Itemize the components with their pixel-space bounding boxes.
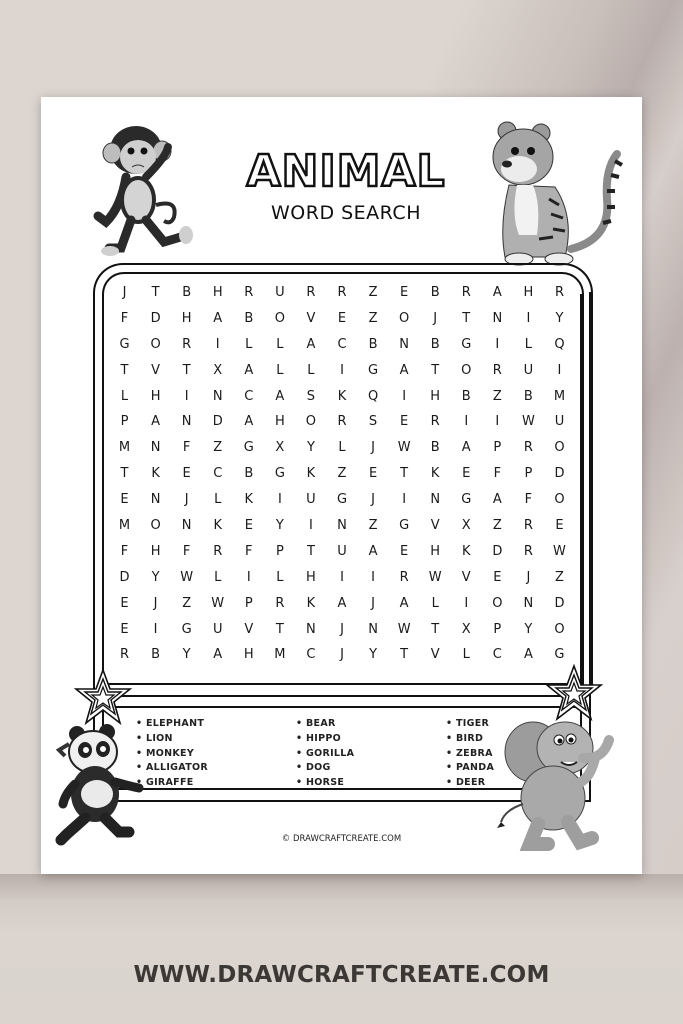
grid-letter[interactable]: G bbox=[399, 518, 410, 534]
word-list-column-2 bbox=[296, 717, 446, 791]
word-item: • BEAR bbox=[296, 717, 446, 732]
grid-letter[interactable]: A bbox=[399, 595, 409, 611]
grid-letter[interactable]: T bbox=[120, 362, 129, 378]
grid-letter[interactable]: I bbox=[340, 569, 344, 585]
grid-letter[interactable]: T bbox=[431, 362, 440, 378]
grid-letter[interactable]: U bbox=[275, 285, 285, 300]
grid-letter[interactable]: D bbox=[212, 414, 223, 430]
grid-letter[interactable]: P bbox=[275, 543, 284, 559]
word-item: • GORILLA bbox=[296, 747, 446, 762]
grid-bottom-line bbox=[102, 683, 582, 685]
grid-letter[interactable]: L bbox=[214, 492, 222, 508]
word-item: • GIRAFFE bbox=[136, 776, 296, 791]
grid-letter[interactable]: V bbox=[461, 569, 471, 585]
grid-letter[interactable]: N bbox=[492, 310, 503, 326]
grid-letter[interactable]: B bbox=[151, 647, 161, 663]
grid-letter[interactable]: L bbox=[276, 336, 284, 352]
grid-letter[interactable]: X bbox=[461, 518, 471, 534]
word-item: • HORSE bbox=[296, 776, 446, 791]
grid-letter[interactable]: I bbox=[495, 336, 500, 352]
grid-letter[interactable]: Z bbox=[213, 440, 223, 456]
grid-letter[interactable]: R bbox=[213, 543, 223, 559]
grid-letter[interactable]: T bbox=[275, 621, 284, 637]
grid-letter[interactable]: K bbox=[306, 595, 316, 611]
grid-letter[interactable]: E bbox=[462, 466, 471, 482]
grid-letter[interactable]: G bbox=[368, 362, 379, 378]
grid-letter[interactable]: E bbox=[400, 543, 409, 559]
grid-letter[interactable]: B bbox=[368, 336, 378, 352]
grid-letter[interactable]: G bbox=[243, 440, 254, 456]
grid-letter[interactable]: L bbox=[524, 336, 533, 352]
grid-letter[interactable]: J bbox=[371, 595, 375, 611]
word-item: • ELEPHANT bbox=[136, 717, 296, 732]
letter-grid bbox=[109, 280, 575, 668]
grid-letter[interactable]: O bbox=[399, 310, 410, 326]
grid-letter[interactable]: Z bbox=[368, 518, 378, 534]
grid-letter[interactable]: W bbox=[428, 569, 442, 585]
grid-letter[interactable]: A bbox=[337, 595, 347, 611]
copyright-text: © DRAWCRAFTCREATE.COM bbox=[281, 834, 402, 844]
grid-letter[interactable]: H bbox=[523, 285, 534, 300]
grid-letter[interactable]: N bbox=[150, 492, 161, 508]
grid-letter[interactable]: I bbox=[309, 518, 313, 534]
grid-letter[interactable]: O bbox=[492, 595, 503, 611]
grid-letter[interactable]: H bbox=[306, 569, 316, 585]
grid-letter[interactable]: M bbox=[274, 647, 286, 663]
grid-letter[interactable]: G bbox=[461, 492, 472, 508]
grid-letter[interactable]: U bbox=[306, 492, 316, 508]
grid-letter[interactable]: B bbox=[523, 388, 533, 404]
elephant-illustration-icon bbox=[493, 712, 633, 852]
grid-letter[interactable]: R bbox=[120, 647, 130, 663]
grid-letter[interactable]: X bbox=[461, 621, 471, 637]
grid-letter[interactable]: N bbox=[181, 414, 192, 430]
grid-letter[interactable]: K bbox=[430, 466, 440, 482]
grid-letter[interactable]: T bbox=[462, 310, 471, 326]
grid-letter[interactable]: H bbox=[243, 647, 254, 663]
grid-letter[interactable]: B bbox=[430, 440, 440, 456]
word-item: • HIPPO bbox=[296, 732, 446, 747]
grid-letter[interactable]: E bbox=[244, 518, 253, 534]
grid-letter[interactable]: L bbox=[214, 569, 222, 585]
grid-letter[interactable]: F bbox=[120, 310, 129, 326]
grid-letter[interactable]: P bbox=[524, 466, 533, 482]
grid-letter[interactable]: J bbox=[122, 285, 127, 300]
grid-letter[interactable]: F bbox=[182, 440, 191, 456]
grid-letter[interactable]: A bbox=[306, 336, 316, 352]
grid-letter[interactable]: F bbox=[524, 492, 533, 508]
grid-letter[interactable]: A bbox=[399, 362, 409, 378]
grid-letter[interactable]: Z bbox=[555, 569, 564, 585]
grid-letter[interactable]: I bbox=[184, 388, 189, 404]
grid-letter[interactable]: O bbox=[461, 362, 472, 378]
grid-letter[interactable]: S bbox=[306, 388, 316, 404]
grid-letter[interactable]: I bbox=[246, 569, 251, 585]
grid-letter[interactable]: V bbox=[430, 647, 440, 663]
word-item: • DOG bbox=[296, 761, 446, 776]
grid-letter[interactable]: R bbox=[523, 518, 533, 534]
grid-letter[interactable]: G bbox=[336, 492, 348, 508]
grid-letter[interactable]: C bbox=[213, 466, 223, 482]
background-floor bbox=[0, 874, 683, 1024]
grid-letter[interactable]: R bbox=[523, 543, 533, 559]
grid-letter[interactable]: A bbox=[213, 310, 223, 326]
grid-letter[interactable]: A bbox=[213, 647, 223, 663]
grid-letter[interactable]: I bbox=[402, 492, 407, 508]
word-item: • DEER bbox=[446, 776, 566, 791]
grid-letter[interactable]: H bbox=[150, 388, 161, 404]
grid-letter[interactable]: R bbox=[399, 569, 409, 585]
grid-letter[interactable]: U bbox=[212, 621, 223, 637]
grid-letter[interactable]: J bbox=[340, 621, 344, 637]
site-url-banner: WWW.DRAWCRAFTCREATE.COM bbox=[133, 962, 550, 988]
word-item: • BIRD bbox=[446, 732, 566, 747]
grid-letter[interactable]: T bbox=[120, 466, 129, 482]
grid-letter[interactable]: L bbox=[276, 362, 284, 378]
grid-letter[interactable]: E bbox=[555, 518, 564, 534]
grid-letter[interactable]: E bbox=[120, 595, 129, 611]
grid-letter[interactable]: Z bbox=[182, 595, 192, 611]
star-left-icon bbox=[73, 667, 133, 727]
grid-letter[interactable]: I bbox=[495, 414, 500, 430]
grid-letter[interactable]: I bbox=[153, 621, 158, 637]
grid-letter[interactable]: T bbox=[182, 362, 191, 378]
grid-letter[interactable]: B bbox=[461, 388, 471, 404]
grid-letter[interactable]: Y bbox=[369, 647, 378, 663]
grid-letter[interactable]: U bbox=[554, 414, 565, 430]
list-top-line-1 bbox=[102, 695, 582, 697]
grid-letter[interactable]: G bbox=[554, 647, 565, 663]
grid-letter[interactable]: W bbox=[397, 621, 411, 637]
grid-letter[interactable]: E bbox=[400, 414, 409, 430]
grid-letter[interactable]: W bbox=[521, 414, 535, 430]
grid-letter[interactable]: E bbox=[120, 621, 129, 637]
grid-letter[interactable]: E bbox=[182, 466, 191, 482]
grid-letter[interactable]: I bbox=[557, 362, 562, 378]
grid-letter[interactable]: I bbox=[402, 388, 407, 404]
grid-letter[interactable]: F bbox=[182, 543, 191, 559]
grid-letter[interactable]: O bbox=[150, 518, 161, 534]
grid-letter[interactable]: C bbox=[306, 647, 316, 663]
grid-letter[interactable]: Z bbox=[492, 518, 502, 534]
grid-letter[interactable]: J bbox=[526, 569, 531, 585]
grid-letter[interactable]: L bbox=[307, 362, 315, 378]
grid-letter[interactable]: H bbox=[274, 414, 285, 430]
grid-letter[interactable]: H bbox=[181, 310, 192, 326]
grid-letter[interactable]: R bbox=[275, 595, 285, 611]
grid-letter[interactable]: Q bbox=[554, 336, 565, 352]
grid-letter[interactable]: J bbox=[184, 492, 189, 508]
grid-letter[interactable]: P bbox=[493, 621, 502, 637]
word-item: • ZEBRA bbox=[446, 747, 566, 762]
grid-letter[interactable]: I bbox=[464, 414, 469, 430]
grid-letter[interactable]: E bbox=[493, 569, 502, 585]
grid-letter[interactable]: Y bbox=[524, 621, 533, 637]
grid-letter[interactable]: T bbox=[151, 285, 160, 300]
grid-letter[interactable]: H bbox=[150, 543, 161, 559]
grid-letter[interactable]: N bbox=[337, 518, 347, 534]
grid-letter[interactable]: R bbox=[337, 285, 347, 300]
tiger-illustration-icon bbox=[479, 119, 629, 269]
word-item: • MONKEY bbox=[136, 747, 296, 762]
grid-letter[interactable]: R bbox=[461, 285, 471, 300]
grid-letter[interactable]: T bbox=[431, 621, 440, 637]
grid-letter[interactable]: R bbox=[337, 414, 347, 430]
grid-letter[interactable]: V bbox=[244, 621, 254, 637]
grid-letter[interactable]: D bbox=[119, 569, 130, 585]
grid-letter[interactable]: H bbox=[212, 285, 223, 300]
panda-illustration-icon bbox=[55, 722, 145, 847]
grid-letter[interactable]: A bbox=[492, 285, 502, 300]
grid-letter[interactable]: A bbox=[523, 647, 533, 663]
grid-letter[interactable]: B bbox=[244, 466, 254, 482]
grid-letter[interactable]: K bbox=[244, 492, 254, 508]
grid-letter[interactable]: C bbox=[337, 336, 347, 352]
grid-letter[interactable]: P bbox=[244, 595, 253, 611]
grid-letter[interactable]: L bbox=[431, 595, 439, 611]
grid-letter[interactable]: A bbox=[244, 414, 254, 430]
worksheet-title: ANIMAL bbox=[246, 146, 446, 197]
word-item: • ALLIGATOR bbox=[136, 761, 296, 776]
grid-letter[interactable]: D bbox=[150, 310, 161, 326]
grid-letter[interactable]: V bbox=[151, 362, 161, 378]
grid-letter[interactable]: G bbox=[274, 466, 285, 482]
grid-letter[interactable]: O bbox=[305, 414, 317, 430]
grid-letter[interactable]: J bbox=[340, 647, 344, 663]
grid-letter[interactable]: N bbox=[306, 621, 316, 637]
grid-letter[interactable]: R bbox=[430, 414, 440, 430]
grid-letter[interactable]: C bbox=[492, 647, 502, 663]
grid-letter[interactable]: N bbox=[212, 388, 223, 404]
grid-letter[interactable]: W bbox=[553, 543, 566, 559]
grid-letter[interactable]: P bbox=[493, 440, 502, 456]
word-item: • LION bbox=[136, 732, 296, 747]
grid-letter[interactable]: B bbox=[182, 285, 192, 300]
grid-letter[interactable]: K bbox=[337, 388, 347, 404]
grid-letter[interactable]: A bbox=[368, 543, 378, 559]
grid-letter[interactable]: Z bbox=[492, 388, 502, 404]
grid-letter[interactable]: A bbox=[492, 492, 502, 508]
grid-letter[interactable]: J bbox=[153, 595, 158, 611]
grid-letter[interactable]: A bbox=[275, 388, 285, 404]
grid-letter[interactable]: T bbox=[306, 543, 315, 559]
grid-letter[interactable]: G bbox=[119, 336, 130, 352]
grid-letter[interactable]: R bbox=[244, 285, 254, 300]
grid-letter[interactable]: F bbox=[120, 543, 129, 559]
grid-letter[interactable]: J bbox=[371, 440, 375, 456]
grid-letter[interactable]: B bbox=[244, 310, 254, 326]
grid-letter[interactable]: F bbox=[245, 543, 253, 559]
grid-letter[interactable]: W bbox=[397, 440, 411, 456]
grid-letter[interactable]: I bbox=[277, 492, 282, 508]
grid-letter[interactable]: B bbox=[430, 336, 440, 352]
grid-letter[interactable]: K bbox=[461, 543, 471, 559]
grid-letter[interactable]: V bbox=[306, 310, 316, 326]
grid-letter[interactable]: T bbox=[400, 466, 409, 482]
grid-letter[interactable]: M bbox=[118, 440, 131, 456]
grid-letter[interactable]: S bbox=[368, 414, 378, 430]
grid-letter[interactable]: O bbox=[150, 336, 161, 352]
grid-letter[interactable]: P bbox=[120, 414, 129, 430]
grid-letter[interactable]: X bbox=[213, 362, 223, 378]
grid-letter[interactable]: G bbox=[461, 336, 472, 352]
grid-letter[interactable]: L bbox=[462, 647, 470, 663]
grid-letter[interactable]: E bbox=[120, 492, 129, 508]
grid-letter[interactable]: I bbox=[215, 336, 220, 352]
grid-letter[interactable]: H bbox=[430, 543, 441, 559]
worksheet-subtitle: WORD SEARCH bbox=[271, 202, 421, 224]
grid-letter[interactable]: R bbox=[306, 285, 316, 300]
grid-letter[interactable]: I bbox=[340, 362, 344, 378]
grid-letter[interactable]: Z bbox=[368, 310, 378, 326]
word-item: • PANDA bbox=[446, 761, 566, 776]
grid-letter[interactable]: R bbox=[523, 440, 533, 456]
grid-letter[interactable]: B bbox=[430, 285, 440, 300]
grid-letter[interactable]: W bbox=[211, 595, 225, 611]
monkey-illustration-icon bbox=[86, 115, 196, 265]
grid-letter[interactable]: Z bbox=[368, 285, 378, 300]
worksheet-paper bbox=[41, 97, 642, 874]
grid-letter[interactable]: V bbox=[430, 518, 440, 534]
grid-letter[interactable]: R bbox=[492, 362, 502, 378]
grid-letter[interactable]: M bbox=[553, 388, 566, 404]
grid-letter[interactable]: G bbox=[181, 621, 192, 637]
grid-letter[interactable]: O bbox=[554, 492, 565, 508]
grid-letter[interactable]: N bbox=[368, 621, 378, 637]
list-top-line-2 bbox=[102, 706, 582, 708]
grid-letter[interactable]: J bbox=[371, 492, 375, 508]
grid-letter[interactable]: C bbox=[244, 388, 254, 404]
grid-letter[interactable]: I bbox=[371, 569, 375, 585]
grid-letter[interactable]: L bbox=[245, 336, 253, 352]
word-list-column-1 bbox=[136, 717, 296, 791]
word-item: • TIGER bbox=[446, 717, 566, 732]
grid-letter[interactable]: Y bbox=[182, 647, 191, 663]
grid-letter[interactable]: U bbox=[523, 362, 534, 378]
grid-letter[interactable]: I bbox=[464, 595, 469, 611]
grid-letter[interactable]: D bbox=[492, 543, 503, 559]
grid-letter[interactable]: Y bbox=[555, 310, 564, 326]
grid-letter[interactable]: Y bbox=[275, 518, 284, 534]
grid-letter[interactable]: U bbox=[337, 543, 347, 559]
grid-letter[interactable]: O bbox=[554, 621, 565, 637]
grid-letter[interactable]: E bbox=[400, 285, 409, 300]
grid-letter[interactable]: D bbox=[554, 466, 565, 482]
grid-letter[interactable]: K bbox=[213, 518, 222, 534]
grid-letter[interactable]: W bbox=[180, 569, 194, 585]
grid-letter[interactable]: X bbox=[275, 440, 285, 456]
grid-letter[interactable]: N bbox=[399, 336, 409, 352]
grid-letter[interactable]: Q bbox=[367, 388, 379, 404]
grid-letter[interactable]: Y bbox=[151, 569, 160, 585]
grid-letter[interactable]: F bbox=[493, 466, 502, 482]
grid-letter[interactable]: L bbox=[276, 569, 284, 585]
grid-letter[interactable]: H bbox=[430, 388, 441, 404]
grid-letter[interactable]: A bbox=[151, 414, 161, 430]
grid-letter[interactable]: N bbox=[181, 518, 192, 534]
grid-letter[interactable]: Y bbox=[306, 440, 315, 456]
grid-letter[interactable]: O bbox=[554, 440, 565, 456]
grid-letter[interactable]: L bbox=[120, 388, 129, 404]
grid-letter[interactable]: T bbox=[400, 647, 409, 663]
grid-letter[interactable]: D bbox=[554, 595, 565, 611]
grid-letter[interactable]: O bbox=[274, 310, 285, 326]
grid-letter[interactable]: N bbox=[523, 595, 534, 611]
grid-letter[interactable]: N bbox=[430, 492, 441, 508]
grid-letter[interactable]: L bbox=[338, 440, 346, 456]
word-list bbox=[136, 717, 506, 787]
grid-letter[interactable]: E bbox=[368, 466, 378, 482]
grid-letter[interactable]: M bbox=[118, 518, 131, 534]
grid-letter[interactable]: K bbox=[306, 466, 316, 482]
grid-letter[interactable]: A bbox=[244, 362, 254, 378]
grid-letter[interactable]: I bbox=[526, 310, 531, 326]
grid-letter[interactable]: A bbox=[461, 440, 471, 456]
grid-letter[interactable]: R bbox=[554, 285, 564, 300]
grid-letter[interactable]: N bbox=[150, 440, 161, 456]
grid-letter[interactable]: E bbox=[337, 310, 347, 326]
grid-letter[interactable]: Z bbox=[337, 466, 347, 482]
grid-letter[interactable]: J bbox=[433, 310, 438, 326]
grid-letter[interactable]: K bbox=[151, 466, 160, 482]
grid-letter[interactable]: R bbox=[182, 336, 192, 352]
